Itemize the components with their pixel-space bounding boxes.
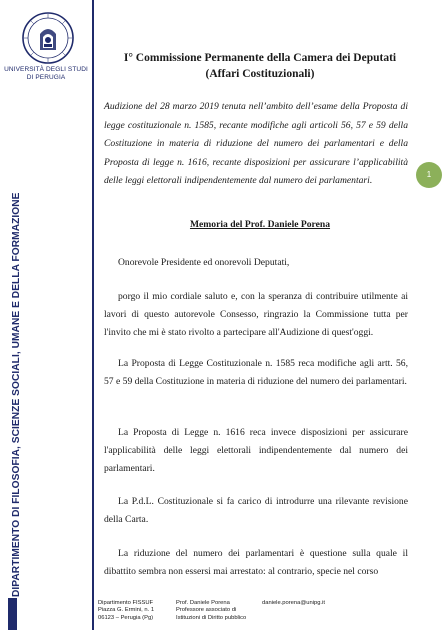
paragraph: La riduzione del numero dei parlamentari è questione sulla quale il dibattito sembra non essersi mai arrestato: al contrario, specie nel corso [104,548,408,578]
footer-email[interactable] [262,600,325,607]
university-seal-icon [22,12,74,64]
brand-bar [8,598,17,630]
footer-prof-line2: Professore associato di [176,607,237,614]
email-link[interactable]: daniele.porena@unipg.it [262,600,325,606]
paragraph: La P.d.L. Costituzionale si fa carico di introdurre una rilevante revisione della Carta. [104,496,408,526]
paragraph: porgo il mio cordiale saluto e, con la speranza di contribuire utilmente ai lavori di questo autorevole Consesso, ringrazio la Commissione tutta per l'invito che mi è stato rivolto a partecipare all'Audizione di quest'oggi. [104,291,408,339]
footer-dept-line1: Dipartimento FISSUF [98,600,154,606]
paragraph: La Proposta di Legge Costituzionale n. 1585 reca modifiche agli artt. 56, 57 e 59 della Costituzione in materia di riduzione del numero dei parlamentari. [104,358,408,388]
department-vertical-label [0,192,22,597]
footer-prof-line3: Istituzioni di Diritto pubblico [176,614,247,621]
hearing-abstract: Audizione del 28 marzo 2019 tenuta nell’ambito dell’esame della Proposta di legge costituzionale n. 1585, recante modifiche agli articoli 56, 57 e 59 della Costituzione in materia di riduzione del numero dei parlamentari e della Proposta di legge n. 1616, recante disposizioni per assicurare l’applicabilità delle leggi elettorali indipendentemente dal numero dei parlamentari. [104,101,408,186]
title-line1: I° Commissione Permanente della Camera dei Deputati [123,52,397,64]
footer-professor [176,600,246,622]
footer-dept-line2: Piazza G. Ermini, n. 1 [98,607,155,614]
department-name: DIPARTIMENTO DI FILOSOFIA, SCIENZE SOCIALI, UMANE E DELLA FORMAZIONE [11,192,22,597]
margin-rule [92,0,94,630]
university-name-line1: UNIVERSITÀ DEGLI STUDI [4,66,88,73]
page-number-badge: 1 [416,162,442,188]
footer-dept-line3: 06123 – Perugia (Pg) [98,614,154,621]
paragraph: Onorevole Presidente ed onorevoli Deputati, [118,257,290,268]
footer-department [98,600,154,622]
university-name [0,66,92,82]
footer-prof-line1: Prof. Daniele Porena [176,600,230,606]
memoria-heading: Memoria del Prof. Daniele Porena [189,219,331,230]
title-line2: (Affari Costituzionali) [205,68,315,80]
university-name-line2: DI PERUGIA [26,74,66,81]
paragraph: La Proposta di Legge n. 1616 reca invece disposizioni per assicurare l'applicabilità delle leggi elettorali indipendentemente dal numero dei parlamentari. [104,427,408,475]
document-title [104,50,416,82]
sidebar [0,0,92,630]
